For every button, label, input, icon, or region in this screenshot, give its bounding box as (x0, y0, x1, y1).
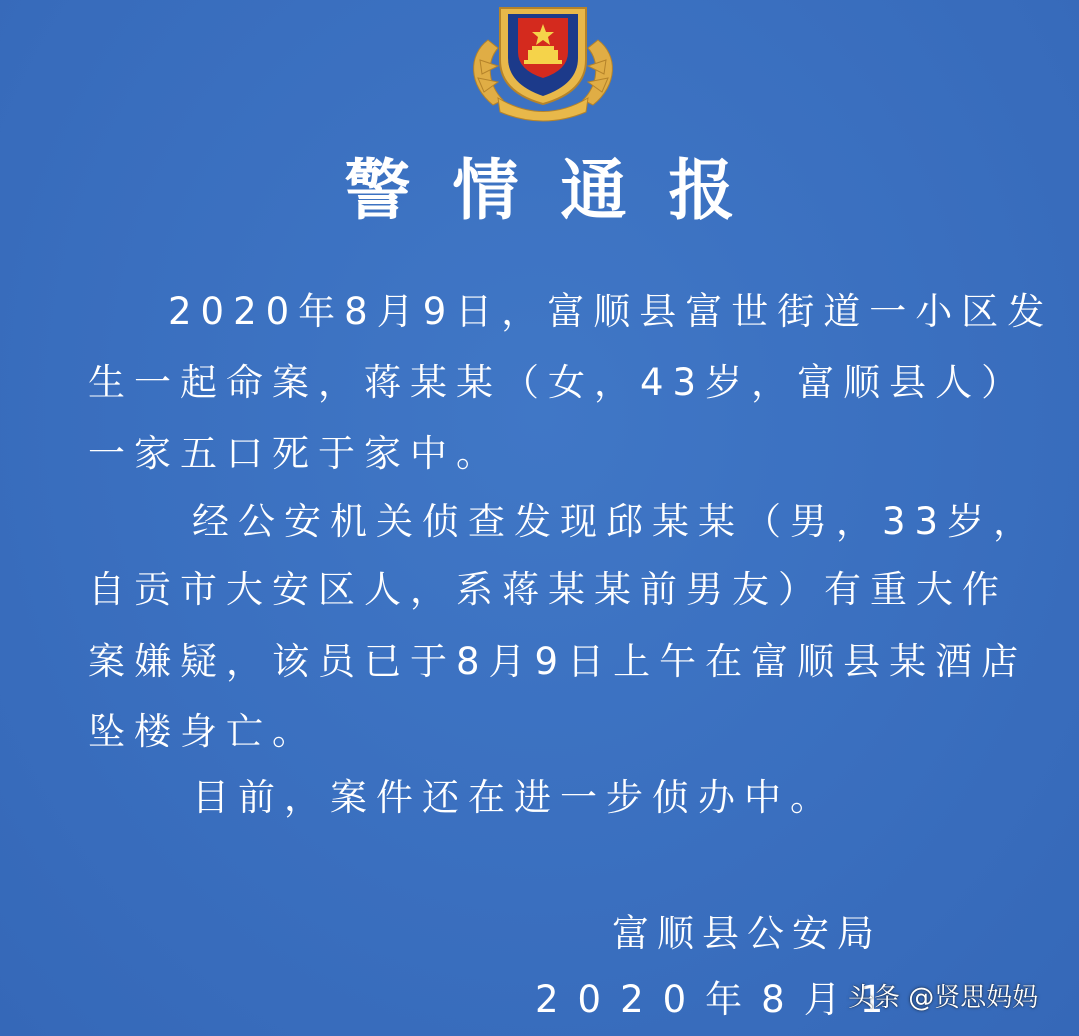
source-watermark: 头条 @贤思妈妈 (848, 983, 1039, 1013)
paragraph-1-line-1: 2020年8月9日，富顺县富世街道一小区发 (168, 290, 1054, 333)
paragraph-3-line-1: 目前，案件还在进一步侦办中。 (192, 776, 836, 819)
police-emblem-icon (458, 0, 628, 122)
issue-date: 2020年8月1 (535, 978, 903, 1021)
paragraph-2-line-4: 坠楼身亡。 (88, 710, 318, 753)
issuer-signature: 富顺县公安局 (612, 912, 882, 955)
paragraph-2-line-1: 经公安机关侦查发现邱某某（男，33岁， (192, 500, 1040, 543)
paragraph-1-line-2: 生一起命案，蒋某某（女，43岁，富顺县人） (88, 361, 1028, 404)
paragraph-1-line-3: 一家五口死于家中。 (88, 432, 502, 475)
paragraph-2-line-3: 案嫌疑，该员已于8月9日上午在富顺县某酒店 (88, 640, 1028, 683)
notice-title: 警情通报 (344, 151, 777, 229)
paragraph-2-line-2: 自贡市大安区人，系蒋某某前男友）有重大作 (88, 568, 1008, 611)
